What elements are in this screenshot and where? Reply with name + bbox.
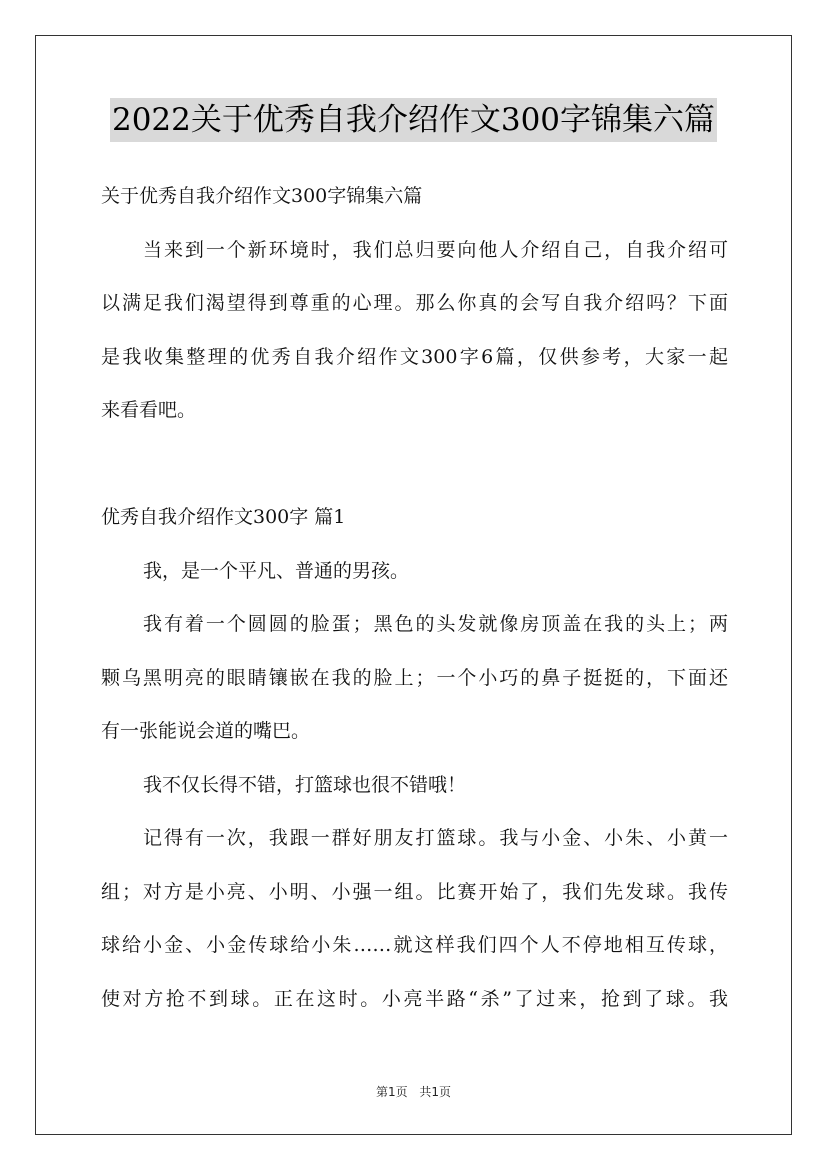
subtitle: 关于优秀自我介绍作文300字锦集六篇 — [101, 185, 423, 207]
body-line: 组；对方是小亮、小明、小强一组。比赛开始了，我们先发球。我传 — [101, 880, 728, 903]
document-title: 2022关于优秀自我介绍作文300字锦集六篇 — [110, 98, 717, 142]
page-number: 第1页 — [375, 1085, 408, 1099]
body-line: 使对方抢不到球。正在这时。小亮半路“杀”了过来，抢到了球。我 — [101, 987, 728, 1010]
intro-line: 来看看吧。 — [101, 399, 197, 421]
title-container — [0, 98, 827, 142]
document-body — [101, 170, 728, 1026]
body-line: 颗乌黑明亮的眼睛镶嵌在我的脸上；一个小巧的鼻子挺挺的，下面还 — [101, 666, 728, 689]
body-line: 我有着一个圆圆的脸蛋；黑色的头发就像房顶盖在我的头上；两 — [143, 613, 728, 635]
intro-line: 当来到一个新环境时，我们总归要向他人介绍自己，自我介绍可 — [143, 238, 728, 261]
section-heading: 优秀自我介绍作文300字 篇1 — [101, 506, 346, 528]
body-line: 我，是一个平凡、普通的男孩。 — [143, 559, 410, 582]
body-line: 我不仅长得不错，打篮球也很不错哦！ — [143, 773, 467, 796]
intro-line: 以满足我们渴望得到尊重的心理。那么你真的会写自我介绍吗？下面 — [101, 292, 728, 314]
paragraph-gap — [101, 438, 728, 492]
body-line: 有一张能说会道的嘴巴。 — [101, 720, 311, 742]
page-footer — [0, 1083, 827, 1100]
intro-line: 是我收集整理的优秀自我介绍作文300字6篇，仅供参考，大家一起 — [101, 345, 728, 368]
page-total: 共1页 — [419, 1085, 452, 1099]
body-line: 记得有一次，我跟一群好朋友打篮球。我与小金、小朱、小黄一 — [143, 827, 728, 849]
body-line: 球给小金、小金传球给小朱……就这样我们四个人不停地相互传球， — [101, 934, 728, 956]
